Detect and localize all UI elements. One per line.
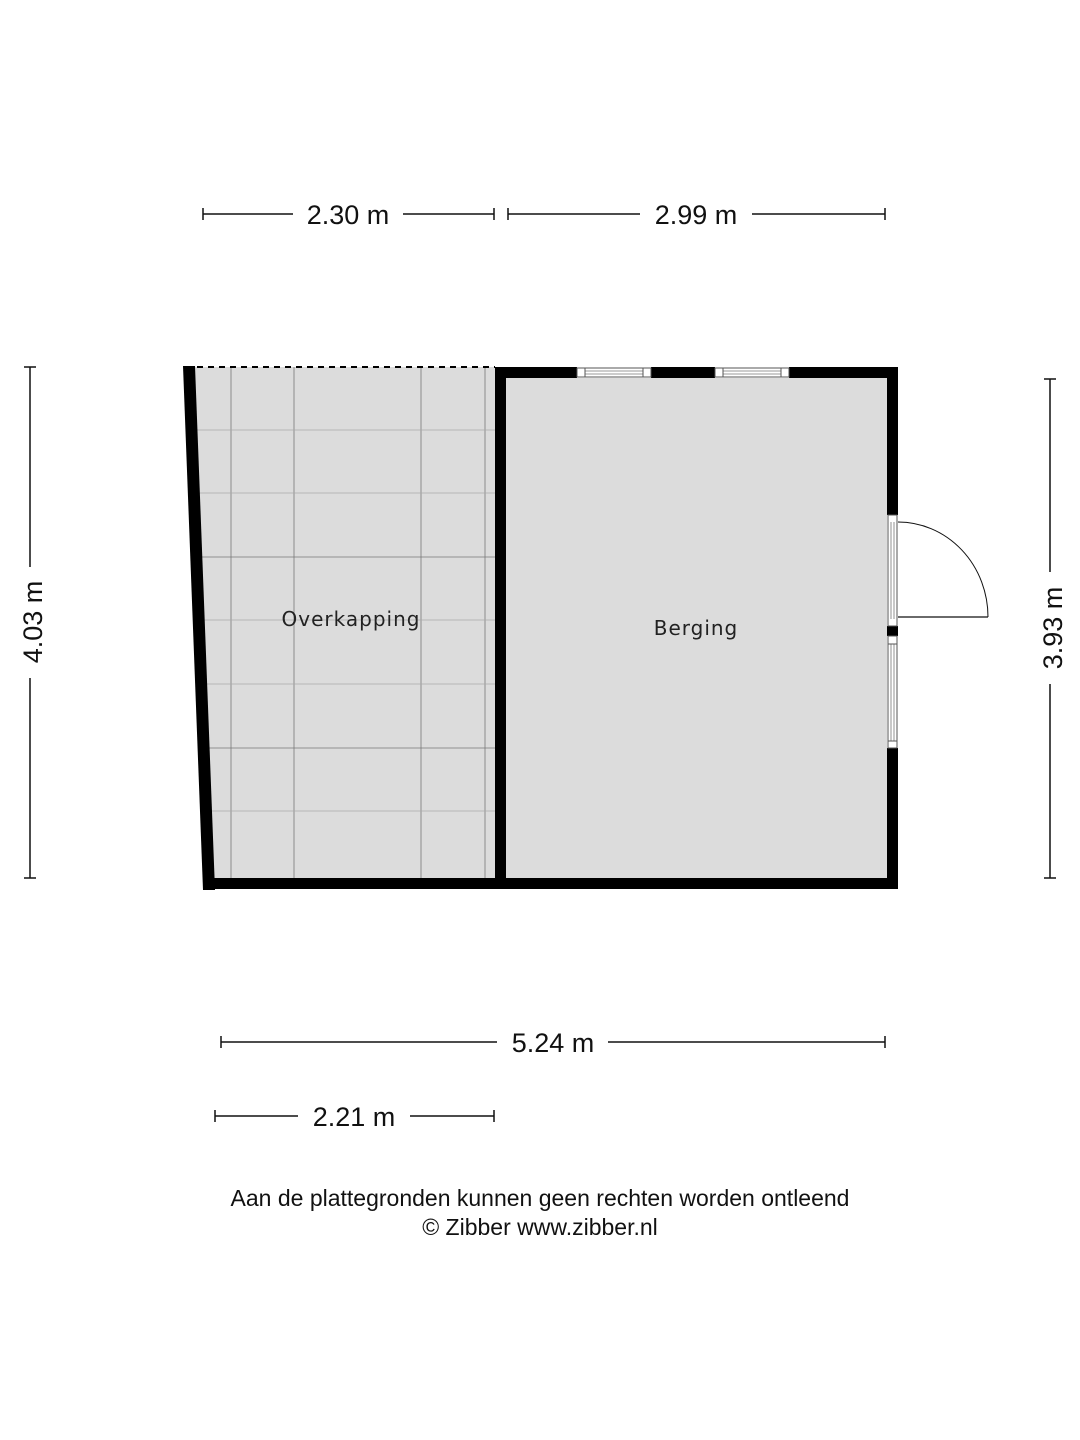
- room-label-berging: Berging: [653, 616, 739, 640]
- berging-wall-top-1: [495, 367, 577, 378]
- copyright-text: © Zibber www.zibber.nl: [422, 1214, 658, 1240]
- window-top-2: [715, 368, 789, 377]
- dimension-top-left-label: 2.30 m: [306, 200, 390, 230]
- berging-wall-top-2: [651, 367, 715, 378]
- dimension-bottom-total: [221, 1028, 885, 1058]
- dimension-left: [18, 367, 48, 878]
- berging-wall-right-lower: [887, 748, 898, 889]
- wall-bottom: [203, 878, 898, 889]
- berging-wall-top-3: [789, 367, 898, 378]
- disclaimer-text: Aan de plattegronden kunnen geen rechten worden ontleend: [230, 1185, 850, 1211]
- dimension-bottom-left: [215, 1102, 494, 1132]
- door-right: [888, 515, 988, 626]
- dimension-right: [1038, 379, 1068, 878]
- dimension-bottom-left-label: 2.21 m: [312, 1102, 396, 1132]
- dimension-right-label: 3.93 m: [1038, 586, 1068, 670]
- dimension-left-label: 4.03 m: [18, 580, 48, 664]
- window-top-1: [577, 368, 651, 377]
- dimension-top-right-label: 2.99 m: [654, 200, 738, 230]
- berging-wall-right-mid: [887, 626, 898, 636]
- room-label-overkapping: Overkapping: [281, 607, 421, 631]
- dimension-bottom-total-label: 5.24 m: [511, 1028, 595, 1058]
- dimension-top-right: [508, 200, 885, 230]
- berging-wall-right-upper: [887, 367, 898, 515]
- window-right: [888, 636, 897, 748]
- dimension-top-left: [203, 200, 494, 230]
- berging-wall-left: [495, 367, 506, 889]
